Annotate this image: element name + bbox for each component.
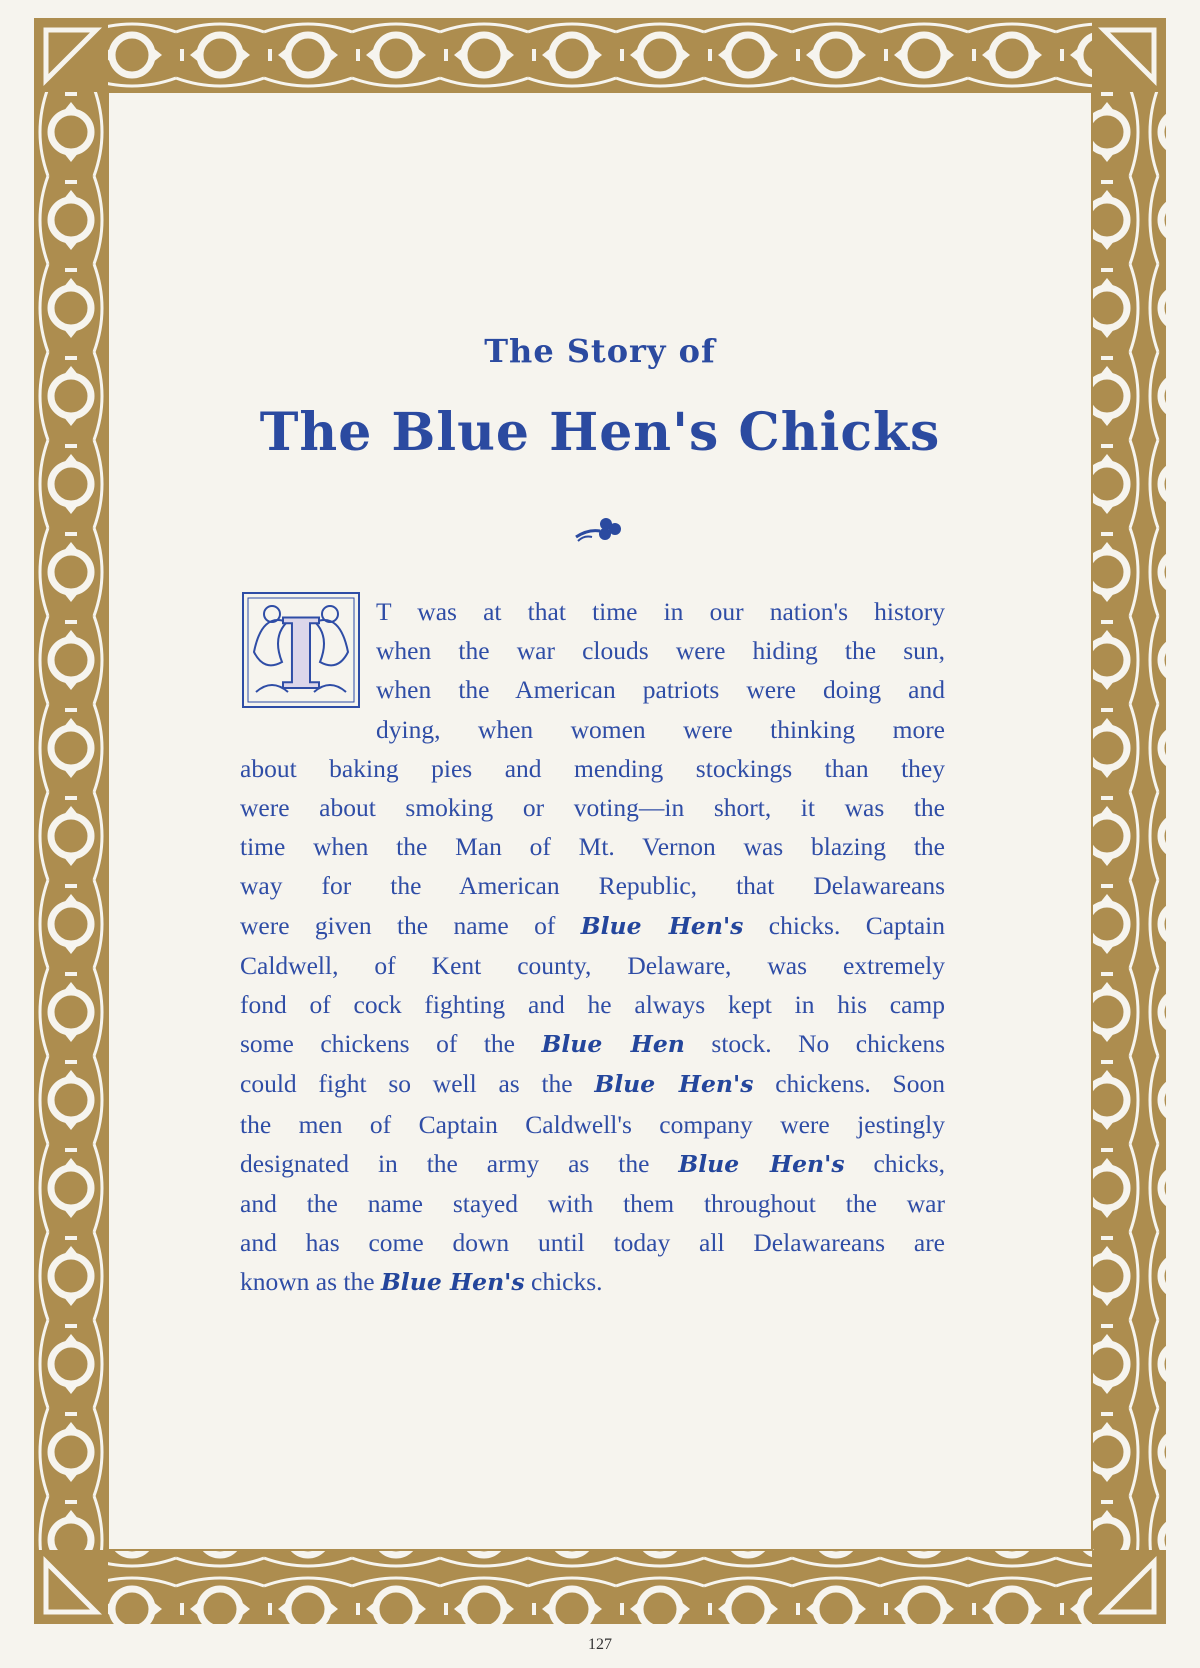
text-line: when the war clouds were hiding the sun, <box>376 636 945 666</box>
text-line: were given the name of Blue Hen's chicks. Captain <box>240 910 946 940</box>
text-line: when the American patriots were doing and <box>376 675 945 705</box>
blackletter-phrase: Blue Hen's <box>380 1268 525 1297</box>
title-kicker: The Story of <box>484 332 716 370</box>
text-line: time when the Man of Mt. Vernon was blazing the <box>240 832 945 862</box>
page-title: The Blue Hen's Chicks <box>259 402 941 463</box>
text-line: were about smoking or voting—in short, it was the <box>240 793 945 823</box>
text-line: way for the American Republic, that Delawareans <box>240 871 945 901</box>
text-line: fond of cock fighting and he always kept in his camp <box>240 990 945 1020</box>
blackletter-phrase: Blue Hen's <box>594 1070 754 1099</box>
text-line: some chickens of the Blue Hen stock. No chickens <box>240 1029 945 1059</box>
story-text <box>240 592 945 1303</box>
page-number: 127 <box>588 1636 612 1653</box>
text-line: could fight so well as the Blue Hen's chickens. Soon <box>240 1069 945 1099</box>
text-line: dying, when women were thinking more <box>376 714 945 744</box>
blackletter-phrase: Blue Hen <box>541 1030 685 1059</box>
text-line: known as the Blue Hen's chicks. <box>240 1267 603 1297</box>
svg-text:I: I <box>278 598 324 708</box>
text-line: and the name stayed with them throughout the war <box>240 1189 945 1219</box>
text-line: about baking pies and mending stockings than they <box>240 753 945 783</box>
text-line: the men of Captain Caldwell's company were jestingly <box>240 1109 945 1139</box>
blackletter-phrase: Blue Hen's <box>678 1149 845 1178</box>
text-line: Caldwell, of Kent county, Delaware, was extremely <box>240 950 945 980</box>
text-line: designated in the army as the Blue Hen's chicks, <box>240 1148 945 1178</box>
text-line: and has come down until today all Delawareans are <box>240 1228 945 1258</box>
clover-ornament-icon <box>572 515 628 545</box>
text-line: T was at that time in our nation's history <box>376 597 945 626</box>
blackletter-phrase: Blue Hen's <box>580 911 744 940</box>
